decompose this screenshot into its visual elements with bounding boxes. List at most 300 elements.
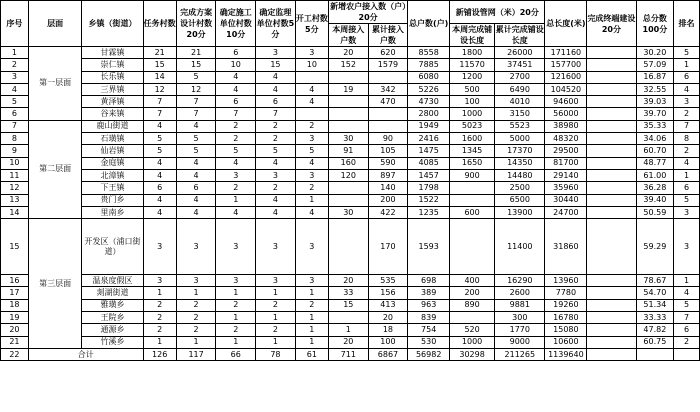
row-cell-c11: 29500 xyxy=(545,145,587,157)
row-cell-c5: 4 xyxy=(295,206,328,218)
row-cell-c12 xyxy=(587,133,636,145)
row-cell-c3: 5 xyxy=(216,145,256,157)
row-cell-c7: 156 xyxy=(368,287,408,299)
row-cell-c6 xyxy=(328,96,368,108)
row-cell-c4: 2 xyxy=(256,324,296,336)
row-cell-c2: 7 xyxy=(176,96,216,108)
total-cell-c9: 30298 xyxy=(450,348,495,360)
row-cell-c4: 15 xyxy=(256,59,296,71)
row-cell-c9 xyxy=(450,312,495,324)
row-cell-c2: 15 xyxy=(176,59,216,71)
row-cell-c3: 6 xyxy=(216,47,256,59)
row-town: 里南乡 xyxy=(82,206,143,218)
row-cell-c9: 500 xyxy=(450,83,495,95)
table-row xyxy=(1,287,700,299)
row-cell-c1: 12 xyxy=(143,83,176,95)
total-cell-c14 xyxy=(674,348,700,360)
header-new-farmers-total: 累计接入户数 xyxy=(368,24,408,47)
table-row xyxy=(1,71,700,83)
row-cell-c11: 38980 xyxy=(545,120,587,132)
row-cell-c10: 2700 xyxy=(495,71,545,83)
row-town: 鹿山街道 xyxy=(82,120,143,132)
row-cell-c14: 8 xyxy=(674,133,700,145)
table-row xyxy=(1,145,700,157)
row-cell-c11: 13960 xyxy=(545,275,587,287)
row-cell-c1: 5 xyxy=(143,133,176,145)
row-cell-c4: 2 xyxy=(256,133,296,145)
row-cell-c3: 4 xyxy=(216,71,256,83)
row-cell-c12 xyxy=(587,336,636,348)
row-cell-c8: 389 xyxy=(408,287,450,299)
row-cell-c13: 16.87 xyxy=(636,71,674,83)
row-cell-c14: 3 xyxy=(674,206,700,218)
row-cell-c3: 2 xyxy=(216,324,256,336)
row-cell-c6: 30 xyxy=(328,206,368,218)
row-cell-c11: 16780 xyxy=(545,312,587,324)
row-cell-c9: 1800 xyxy=(450,47,495,59)
row-cell-c10: 26000 xyxy=(495,47,545,59)
row-cell-c9: 200 xyxy=(450,287,495,299)
row-cell-c10: 300 xyxy=(495,312,545,324)
row-cell-c11: 15080 xyxy=(545,324,587,336)
header-total-length: 总长度(米) xyxy=(545,1,587,47)
row-cell-c5 xyxy=(295,108,328,120)
row-cell-c7: 422 xyxy=(368,206,408,218)
row-cell-c13: 33.33 xyxy=(636,312,674,324)
row-cell-c9: 520 xyxy=(450,324,495,336)
row-cell-c8: 6080 xyxy=(408,71,450,83)
row-cell-c11: 10600 xyxy=(545,336,587,348)
row-cell-c8: 1593 xyxy=(408,219,450,275)
row-cell-c7: 100 xyxy=(368,336,408,348)
row-cell-c4: 3 xyxy=(256,47,296,59)
total-cell-c13 xyxy=(636,348,674,360)
row-cell-c11: 94600 xyxy=(545,96,587,108)
row-cell-c13: 78.67 xyxy=(636,275,674,287)
row-cell-c13: 50.59 xyxy=(636,206,674,218)
row-cell-c9: 1000 xyxy=(450,336,495,348)
row-cell-c12 xyxy=(587,299,636,311)
row-cell-c12 xyxy=(587,71,636,83)
row-cell-c4: 2 xyxy=(256,182,296,194)
row-cell-c9 xyxy=(450,219,495,275)
row-cell-c11: 56000 xyxy=(545,108,587,120)
row-cell-c3: 1 xyxy=(216,194,256,206)
level-cell: 第三层面 xyxy=(28,219,82,349)
row-cell-c3: 3 xyxy=(216,275,256,287)
row-town: 通源乡 xyxy=(82,324,143,336)
row-cell-c2: 5 xyxy=(176,145,216,157)
row-cell-c8: 754 xyxy=(408,324,450,336)
row-cell-c1: 5 xyxy=(143,145,176,157)
row-cell-c7: 90 xyxy=(368,133,408,145)
row-cell-c1: 2 xyxy=(143,312,176,324)
row-cell-c5: 3 xyxy=(295,133,328,145)
header-terminal: 完成终端建设20分 xyxy=(587,1,636,47)
row-cell-c13: 30.20 xyxy=(636,47,674,59)
row-cell-c12 xyxy=(587,108,636,120)
row-cell-c9: 1000 xyxy=(450,108,495,120)
row-cell-c8: 698 xyxy=(408,275,450,287)
row-cell-c6 xyxy=(328,194,368,206)
row-cell-c3: 4 xyxy=(216,157,256,169)
row-cell-c13: 39.70 xyxy=(636,108,674,120)
total-cell-c1: 126 xyxy=(143,348,176,360)
row-cell-c1: 4 xyxy=(143,194,176,206)
row-cell-c2: 12 xyxy=(176,83,216,95)
row-cell-c1: 6 xyxy=(143,182,176,194)
row-seq: 18 xyxy=(1,299,29,311)
total-cell-c5: 61 xyxy=(295,348,328,360)
row-cell-c7: 620 xyxy=(368,47,408,59)
row-cell-c14: 1 xyxy=(674,59,700,71)
row-cell-c3: 3 xyxy=(216,219,256,275)
row-cell-c14: 3 xyxy=(674,219,700,275)
row-cell-c2: 2 xyxy=(176,324,216,336)
level-cell: 第二层面 xyxy=(28,120,82,218)
row-cell-c14: 2 xyxy=(674,145,700,157)
row-cell-c14: 6 xyxy=(674,182,700,194)
row-cell-c14: 4 xyxy=(674,287,700,299)
row-cell-c12 xyxy=(587,194,636,206)
row-cell-c1: 14 xyxy=(143,71,176,83)
table-row xyxy=(1,299,700,311)
total-cell-c6: 711 xyxy=(328,348,368,360)
row-cell-c2: 2 xyxy=(176,312,216,324)
row-cell-c3: 2 xyxy=(216,133,256,145)
row-cell-c13: 54.70 xyxy=(636,287,674,299)
row-seq: 15 xyxy=(1,219,29,275)
total-cell-c2: 117 xyxy=(176,348,216,360)
row-cell-c14: 4 xyxy=(674,157,700,169)
row-cell-c10: 14350 xyxy=(495,157,545,169)
header-households: 总户数(户) xyxy=(408,1,450,47)
row-cell-c12 xyxy=(587,275,636,287)
row-cell-c9: 11570 xyxy=(450,59,495,71)
row-cell-c5: 10 xyxy=(295,59,328,71)
row-cell-c10: 5000 xyxy=(495,133,545,145)
row-cell-c1: 2 xyxy=(143,324,176,336)
row-cell-c3: 1 xyxy=(216,287,256,299)
row-cell-c12 xyxy=(587,182,636,194)
row-cell-c12 xyxy=(587,96,636,108)
row-town: 三界镇 xyxy=(82,83,143,95)
row-cell-c13: 47.82 xyxy=(636,324,674,336)
header-pipe: 新铺设管网（米）20分 xyxy=(450,1,545,24)
row-cell-c7: 470 xyxy=(368,96,408,108)
row-cell-c1: 1 xyxy=(143,287,176,299)
row-cell-c8: 839 xyxy=(408,312,450,324)
row-cell-c6 xyxy=(328,120,368,132)
row-cell-c6: 33 xyxy=(328,287,368,299)
row-cell-c10: 9000 xyxy=(495,336,545,348)
table-row xyxy=(1,83,700,95)
row-cell-c13: 32.55 xyxy=(636,83,674,95)
row-cell-c5: 4 xyxy=(295,96,328,108)
row-cell-c3: 6 xyxy=(216,96,256,108)
row-cell-c11: 35960 xyxy=(545,182,587,194)
row-seq: 12 xyxy=(1,182,29,194)
total-seq: 22 xyxy=(1,348,29,360)
row-cell-c14: 5 xyxy=(674,299,700,311)
table-row xyxy=(1,219,700,275)
header-new-farmers: 新增农户接入数（户）20分 xyxy=(330,2,407,22)
header-level: 层面 xyxy=(28,1,82,47)
row-cell-c1: 2 xyxy=(143,299,176,311)
row-cell-c6: 1 xyxy=(328,324,368,336)
row-town: 剡湖街道 xyxy=(82,287,143,299)
row-cell-c8: 2800 xyxy=(408,108,450,120)
row-cell-c5 xyxy=(295,71,328,83)
row-seq: 21 xyxy=(1,336,29,348)
row-cell-c8: 1949 xyxy=(408,120,450,132)
row-seq: 14 xyxy=(1,206,29,218)
row-cell-c11: 48320 xyxy=(545,133,587,145)
row-cell-c14: 7 xyxy=(674,120,700,132)
header-town: 乡镇（街道） xyxy=(82,1,143,47)
row-cell-c8: 7885 xyxy=(408,59,450,71)
row-cell-c11: 157700 xyxy=(545,59,587,71)
row-cell-c14: 3 xyxy=(674,96,700,108)
row-cell-c5: 2 xyxy=(295,182,328,194)
total-cell-c3: 66 xyxy=(216,348,256,360)
row-cell-c9 xyxy=(450,194,495,206)
row-cell-c2: 4 xyxy=(176,157,216,169)
row-cell-c3: 2 xyxy=(216,120,256,132)
row-cell-c14: 1 xyxy=(674,275,700,287)
table-row xyxy=(1,133,700,145)
row-cell-c12 xyxy=(587,219,636,275)
row-cell-c10: 2500 xyxy=(495,182,545,194)
level-cell: 第一层面 xyxy=(28,47,82,121)
row-cell-c1: 4 xyxy=(143,169,176,181)
row-cell-c11: 81700 xyxy=(545,157,587,169)
row-cell-c9: 600 xyxy=(450,206,495,218)
row-cell-c14: 7 xyxy=(674,312,700,324)
row-cell-c4: 3 xyxy=(256,219,296,275)
row-cell-c12 xyxy=(587,312,636,324)
row-cell-c6: 160 xyxy=(328,157,368,169)
row-cell-c4: 4 xyxy=(256,71,296,83)
row-cell-c4: 2 xyxy=(256,299,296,311)
row-seq: 1 xyxy=(1,47,29,59)
table-row xyxy=(1,169,700,181)
row-cell-c11: 31860 xyxy=(545,219,587,275)
row-cell-c10: 9881 xyxy=(495,299,545,311)
row-cell-c2: 5 xyxy=(176,133,216,145)
header-rank: 排名 xyxy=(674,1,700,47)
row-cell-c5: 1 xyxy=(295,312,328,324)
row-cell-c1: 1 xyxy=(143,336,176,348)
row-town: 黄泽镇 xyxy=(82,96,143,108)
row-cell-c5: 3 xyxy=(295,47,328,59)
row-cell-c12 xyxy=(587,83,636,95)
header-new-farmers-week: 本周接入户数 xyxy=(328,24,368,47)
row-cell-c3: 3 xyxy=(216,169,256,181)
row-cell-c8: 1235 xyxy=(408,206,450,218)
table-row xyxy=(1,108,700,120)
row-seq: 11 xyxy=(1,169,29,181)
row-cell-c7: 897 xyxy=(368,169,408,181)
row-town: 长乐镇 xyxy=(82,71,143,83)
total-label: 合计 xyxy=(28,348,143,360)
row-cell-c10: 5523 xyxy=(495,120,545,132)
row-cell-c4: 1 xyxy=(256,336,296,348)
row-cell-c8: 4085 xyxy=(408,157,450,169)
total-cell-c7: 6867 xyxy=(368,348,408,360)
row-town: 下王镇 xyxy=(82,182,143,194)
row-town: 竹溪乡 xyxy=(82,336,143,348)
row-cell-c13: 39.40 xyxy=(636,194,674,206)
row-cell-c6: 20 xyxy=(328,336,368,348)
row-cell-c4: 2 xyxy=(256,120,296,132)
row-cell-c3: 4 xyxy=(216,83,256,95)
table-row xyxy=(1,312,700,324)
row-cell-c12 xyxy=(587,324,636,336)
row-cell-c4: 4 xyxy=(256,206,296,218)
row-cell-c7: 20 xyxy=(368,312,408,324)
row-cell-c7: 535 xyxy=(368,275,408,287)
header-builder-fixed: 确定施工单位村数10分 xyxy=(216,1,256,47)
row-cell-c5: 3 xyxy=(295,219,328,275)
row-cell-c8: 530 xyxy=(408,336,450,348)
row-cell-c9: 5023 xyxy=(450,120,495,132)
row-cell-c12 xyxy=(587,145,636,157)
row-seq: 6 xyxy=(1,108,29,120)
row-seq: 13 xyxy=(1,194,29,206)
row-cell-c1: 3 xyxy=(143,219,176,275)
total-cell-c11: 1139640 xyxy=(545,348,587,360)
header-pipe-total: 累计完成铺设长度 xyxy=(495,25,544,45)
row-cell-c7: 342 xyxy=(368,83,408,95)
row-cell-c2: 4 xyxy=(176,169,216,181)
row-cell-c4: 3 xyxy=(256,275,296,287)
row-cell-c11: 7780 xyxy=(545,287,587,299)
row-cell-c9: 890 xyxy=(450,299,495,311)
row-cell-c14: 2 xyxy=(674,108,700,120)
row-cell-c7: 200 xyxy=(368,194,408,206)
row-cell-c6 xyxy=(328,108,368,120)
header-score: 总分数100分 xyxy=(636,1,674,47)
row-cell-c6: 20 xyxy=(328,47,368,59)
row-seq: 5 xyxy=(1,96,29,108)
row-seq: 17 xyxy=(1,287,29,299)
row-cell-c3: 4 xyxy=(216,206,256,218)
row-cell-c2: 1 xyxy=(176,287,216,299)
row-cell-c4: 4 xyxy=(256,157,296,169)
row-town: 崇仁镇 xyxy=(82,59,143,71)
row-cell-c7: 413 xyxy=(368,299,408,311)
row-cell-c8: 1457 xyxy=(408,169,450,181)
row-cell-c10: 37451 xyxy=(495,59,545,71)
row-town: 石璜镇 xyxy=(82,133,143,145)
table-row xyxy=(1,157,700,169)
row-town: 谷来镇 xyxy=(82,108,143,120)
row-cell-c8: 4730 xyxy=(408,96,450,108)
row-cell-c4: 1 xyxy=(256,287,296,299)
row-cell-c7: 105 xyxy=(368,145,408,157)
table-row xyxy=(1,96,700,108)
row-seq: 16 xyxy=(1,275,29,287)
row-cell-c9: 1345 xyxy=(450,145,495,157)
row-cell-c7: 140 xyxy=(368,182,408,194)
row-cell-c8: 1475 xyxy=(408,145,450,157)
row-cell-c8: 8558 xyxy=(408,47,450,59)
row-cell-c7: 170 xyxy=(368,219,408,275)
row-cell-c14: 6 xyxy=(674,71,700,83)
row-cell-c13: 48.77 xyxy=(636,157,674,169)
row-cell-c10: 13900 xyxy=(495,206,545,218)
row-cell-c7: 590 xyxy=(368,157,408,169)
row-cell-c6: 30 xyxy=(328,133,368,145)
row-seq: 19 xyxy=(1,312,29,324)
total-row xyxy=(1,348,700,360)
row-cell-c12 xyxy=(587,287,636,299)
row-cell-c2: 4 xyxy=(176,120,216,132)
header-plan-done: 完成方案设计村数20分 xyxy=(176,1,216,47)
row-cell-c4: 6 xyxy=(256,96,296,108)
row-cell-c4: 4 xyxy=(256,83,296,95)
row-cell-c6: 91 xyxy=(328,145,368,157)
row-cell-c7: 1579 xyxy=(368,59,408,71)
row-cell-c10: 6500 xyxy=(495,194,545,206)
row-cell-c12 xyxy=(587,169,636,181)
table-row xyxy=(1,182,700,194)
row-cell-c9 xyxy=(450,182,495,194)
row-seq: 4 xyxy=(1,83,29,95)
total-cell-c4: 78 xyxy=(256,348,296,360)
row-town: 甘霖镇 xyxy=(82,47,143,59)
row-cell-c13: 39.03 xyxy=(636,96,674,108)
row-cell-c6: 19 xyxy=(328,83,368,95)
row-cell-c12 xyxy=(587,120,636,132)
row-cell-c10: 17370 xyxy=(495,145,545,157)
row-cell-c3: 7 xyxy=(216,108,256,120)
row-cell-c14: 1 xyxy=(674,169,700,181)
row-cell-c9: 900 xyxy=(450,169,495,181)
row-cell-c12 xyxy=(587,206,636,218)
row-cell-c5: 1 xyxy=(295,324,328,336)
row-seq: 3 xyxy=(1,71,29,83)
row-town: 雅璜乡 xyxy=(82,299,143,311)
row-cell-c3: 10 xyxy=(216,59,256,71)
row-seq: 9 xyxy=(1,145,29,157)
row-cell-c6: 152 xyxy=(328,59,368,71)
row-cell-c2: 7 xyxy=(176,108,216,120)
row-town: 北漳镇 xyxy=(82,169,143,181)
row-cell-c1: 15 xyxy=(143,59,176,71)
row-cell-c3: 1 xyxy=(216,312,256,324)
row-cell-c13: 59.29 xyxy=(636,219,674,275)
row-cell-c12 xyxy=(587,59,636,71)
row-cell-c8: 1522 xyxy=(408,194,450,206)
row-cell-c3: 2 xyxy=(216,182,256,194)
row-cell-c2: 5 xyxy=(176,71,216,83)
row-cell-c10: 16290 xyxy=(495,275,545,287)
row-cell-c11: 24700 xyxy=(545,206,587,218)
table-row xyxy=(1,47,700,59)
table-row xyxy=(1,324,700,336)
row-cell-c5: 3 xyxy=(295,275,328,287)
row-cell-c10: 6490 xyxy=(495,83,545,95)
row-cell-c11: 171160 xyxy=(545,47,587,59)
row-cell-c11: 121600 xyxy=(545,71,587,83)
row-seq: 7 xyxy=(1,120,29,132)
row-cell-c2: 21 xyxy=(176,47,216,59)
row-cell-c13: 61.00 xyxy=(636,169,674,181)
row-cell-c13: 60.70 xyxy=(636,145,674,157)
row-cell-c9: 1200 xyxy=(450,71,495,83)
